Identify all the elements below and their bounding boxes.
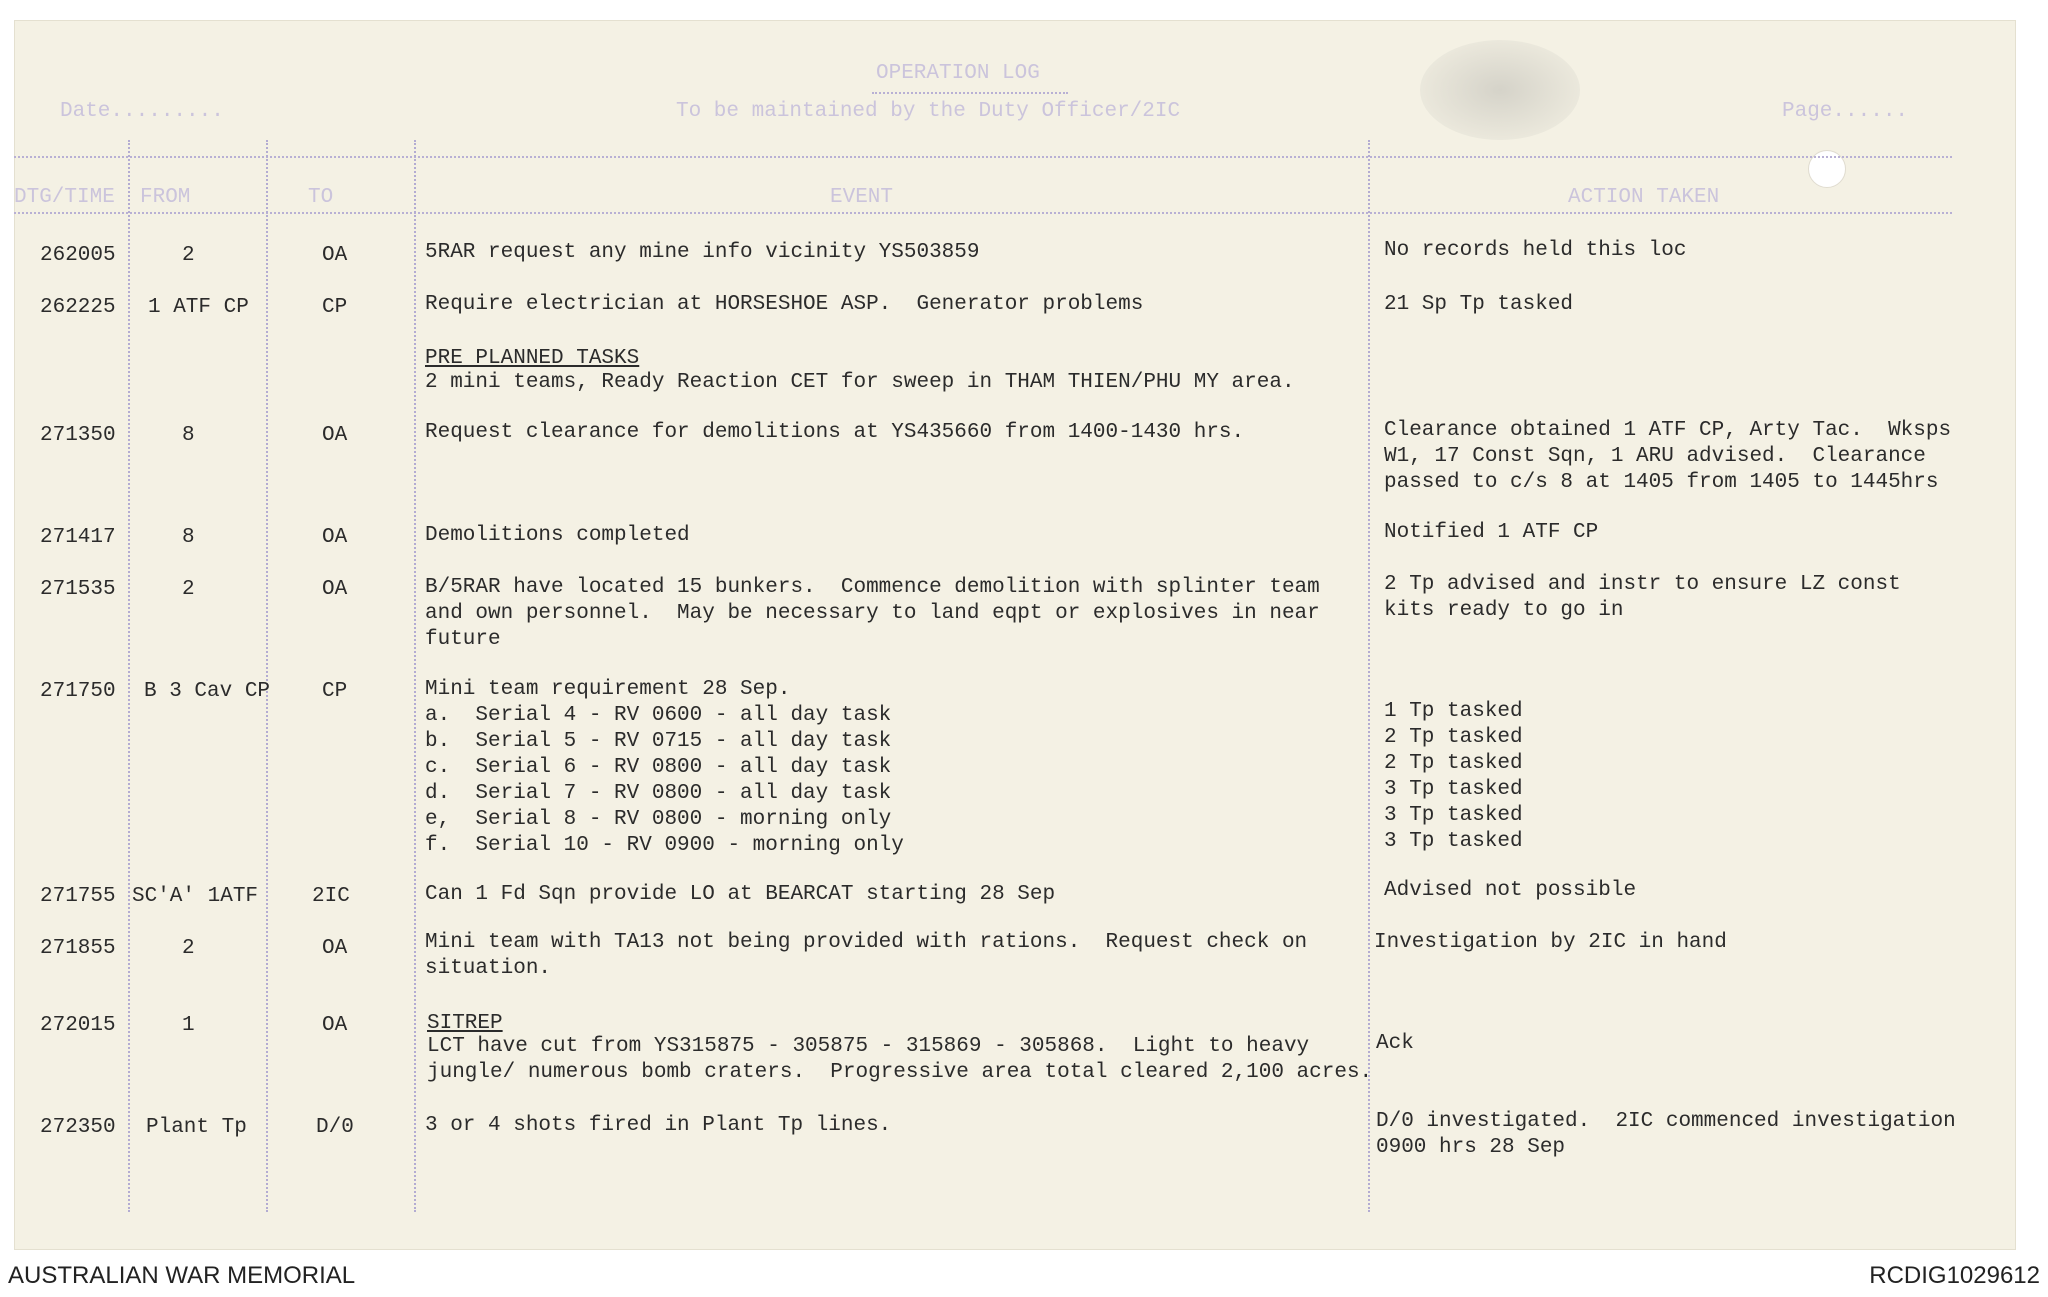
footer-archive-label: AUSTRALIAN WAR MEMORIAL [8, 1262, 356, 1289]
row-event: LCT have cut from YS315875 - 305875 - 315869 - 305868. Light to heavy jungle/ numerous bomb craters. Progressive area total cleared 2,100 acres. [427, 1035, 1373, 1084]
header-top-rule [14, 156, 1952, 158]
row-to: D/0 [316, 1116, 354, 1139]
page-label: Page...... [1782, 100, 1909, 123]
maintained-by-note: To be maintained by the Duty Officer/2IC [676, 100, 1181, 123]
row-to: CP [322, 296, 348, 319]
row-from: 1 [182, 1014, 195, 1037]
row-dtg: 262225 [40, 296, 116, 319]
row-to: OA [322, 578, 348, 601]
col-header-to: TO [308, 186, 334, 209]
title-underline [872, 92, 1068, 94]
row-from: B 3 Cav CP [144, 680, 271, 703]
row-from: 1 ATF CP [148, 296, 249, 319]
row-event: Can 1 Fd Sqn provide LO at BEARCAT starting 28 Sep [425, 883, 1056, 906]
row-dtg: 272350 [40, 1116, 116, 1139]
divider-dtg-from [128, 140, 130, 1212]
row-to: OA [322, 526, 348, 549]
date-label: Date......... [60, 100, 224, 123]
row-dtg: 271755 [40, 885, 116, 908]
row-from: 2 [182, 244, 195, 267]
header-bottom-rule [14, 212, 1952, 214]
row-to: OA [322, 937, 348, 960]
col-header-event: EVENT [830, 186, 894, 209]
row-to: CP [322, 680, 348, 703]
divider-to-event [414, 140, 416, 1212]
row-event: 2 mini teams, Ready Reaction CET for sweep in THAM THIEN/PHU MY area. [425, 371, 1295, 394]
row-event: B/5RAR have located 15 bunkers. Commence demolition with splinter team and own personnel. May be necessary to land eqpt or explosives in near future [425, 576, 1320, 651]
row-dtg: 271417 [40, 526, 116, 549]
row-from: 8 [182, 526, 195, 549]
row-event: Mini team with TA13 not being provided with rations. Request check on situation. [425, 931, 1308, 980]
row-from: 2 [182, 578, 195, 601]
row-event: Demolitions completed [425, 524, 690, 547]
row-event: Request clearance for demolitions at YS435660 from 1400-1430 hrs. [425, 421, 1245, 444]
row-action: Investigation by 2IC in hand [1374, 931, 1727, 954]
row-from: Plant Tp [146, 1116, 247, 1139]
row-action: 2 Tp advised and instr to ensure LZ const kits ready to go in [1384, 573, 1901, 622]
row-dtg: 262005 [40, 244, 116, 267]
row-from: SC'A' 1ATF [132, 885, 259, 908]
row-action: 1 Tp tasked 2 Tp tasked 2 Tp tasked 3 Tp tasked 3 Tp tasked 3 Tp tasked [1384, 700, 1523, 853]
row-dtg: 271350 [40, 424, 116, 447]
row-event: Require electrician at HORSESHOE ASP. Generator problems [425, 293, 1144, 316]
row-dtg: 272015 [40, 1014, 116, 1037]
col-header-from: FROM [140, 186, 191, 209]
row-action: Ack [1376, 1032, 1414, 1055]
row-event: Mini team requirement 28 Sep. a. Serial 4 - RV 0600 - all day task b. Serial 5 - RV 0715 - all day task c. Serial 6 - RV 0800 - all day task d. Serial 7 - RV 0800 - all day task e, Serial 8 - RV 0800 - morning only f. Serial 10 - RV 0900 - morning only [425, 678, 904, 857]
row-event: 3 or 4 shots fired in Plant Tp lines. [425, 1114, 892, 1137]
row-dtg: 271750 [40, 680, 116, 703]
row-to: OA [322, 244, 348, 267]
row-action: Notified 1 ATF CP [1384, 521, 1599, 544]
log-title: OPERATION LOG [876, 62, 1040, 85]
event-heading-sitrep: SITREP [427, 1012, 503, 1035]
row-action: D/0 investigated. 2IC commenced investigation 0900 hrs 28 Sep [1376, 1110, 1956, 1159]
row-to: 2IC [312, 885, 350, 908]
row-dtg: 271855 [40, 937, 116, 960]
smudge-mark [1420, 40, 1580, 140]
row-dtg: 271535 [40, 578, 116, 601]
event-heading-pre-planned: PRE PLANNED TASKS [425, 347, 640, 370]
row-action: No records held this loc [1384, 239, 1687, 262]
row-from: 8 [182, 424, 195, 447]
row-from: 2 [182, 937, 195, 960]
row-action: Clearance obtained 1 ATF CP, Arty Tac. Wksps W1, 17 Const Sqn, 1 ARU advised. Clearance passed to c/s 8 at 1405 from 1405 to 1445hrs [1384, 419, 1952, 494]
divider-from-to [266, 140, 268, 1212]
footer-record-id: RCDIG1029612 [1869, 1262, 2040, 1289]
col-header-action: ACTION TAKEN [1568, 186, 1720, 209]
row-event: 5RAR request any mine info vicinity YS503859 [425, 241, 980, 264]
row-action: Advised not possible [1384, 879, 1637, 902]
row-action: 21 Sp Tp tasked [1384, 293, 1574, 316]
row-to: OA [322, 424, 348, 447]
row-to: OA [322, 1014, 348, 1037]
col-header-dtg: DTG/TIME [14, 186, 115, 209]
